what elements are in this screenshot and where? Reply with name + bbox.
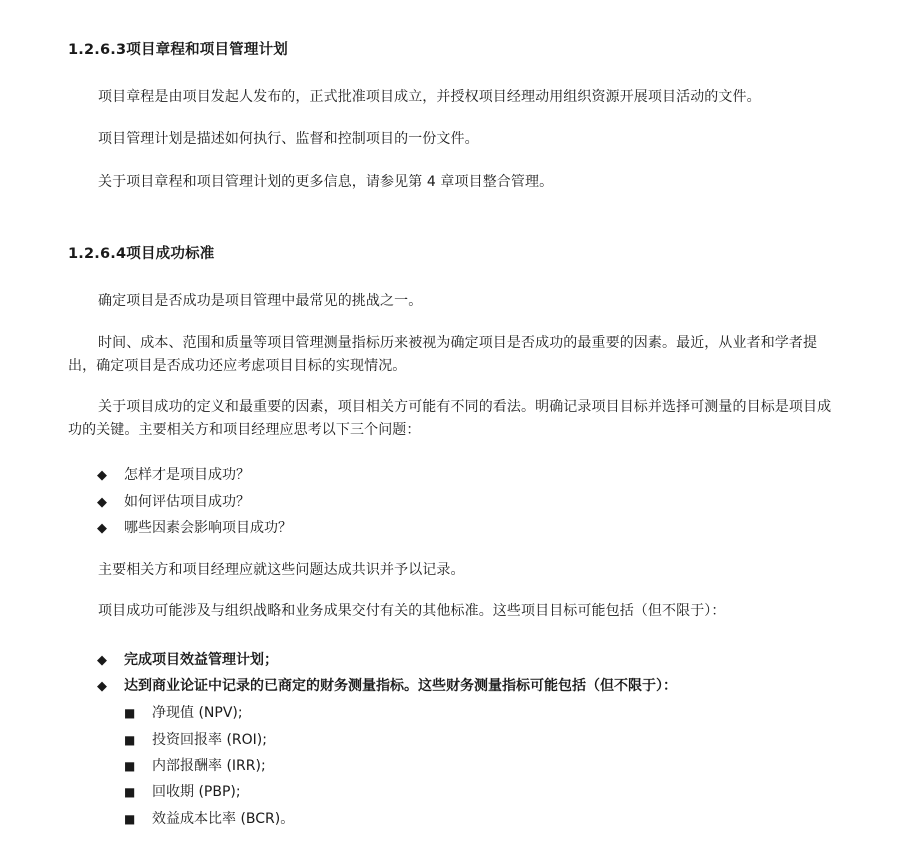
paragraph-plan-definition: 项目管理计划是描述如何执行、监督和控制项目的一份文件。 <box>98 131 479 147</box>
section-heading-project-charter: 1.2.6.3项目章程和项目管理计划 <box>68 42 288 58</box>
list-item <box>97 465 250 486</box>
list-item <box>97 650 278 671</box>
list-item <box>124 809 294 829</box>
list-item <box>124 703 243 723</box>
square-bullet-icon: ■ <box>124 733 136 747</box>
list-item <box>97 492 250 513</box>
paragraph-success-metrics: 时间、成本、范围和质量等项目管理测量指标历来被视为确定项目是否成功的最重要的因素。最近，从业者和学者提出，确定项目是否成功还应考虑项目目标的实现情况。 <box>68 335 818 374</box>
list-item <box>124 756 266 776</box>
question-text: 怎样才是项目成功？ <box>124 467 250 483</box>
paragraph-more-info: 关于项目章程和项目管理计划的更多信息，请参见第 4 章项目整合管理。 <box>98 174 554 190</box>
list-item <box>124 730 267 750</box>
paragraph-other-criteria: 项目成功可能涉及与组织战略和业务成果交付有关的其他标准。这些项目目标可能包括（但不限于）： <box>98 603 726 619</box>
criterion-text: 完成项目效益管理计划； <box>124 652 278 668</box>
list-item <box>124 782 241 802</box>
diamond-bullet-icon: ◆ <box>97 521 107 536</box>
square-bullet-icon: ■ <box>124 759 136 773</box>
metric-text: 回收期 (PBP); <box>152 784 241 800</box>
paragraph-consensus: 主要相关方和项目经理应就这些问题达成共识并予以记录。 <box>98 562 465 578</box>
square-bullet-icon: ■ <box>124 812 136 826</box>
square-bullet-icon: ■ <box>124 785 136 799</box>
criterion-text: 达到商业论证中记录的已商定的财务测量指标。这些财务测量指标可能包括（但不限于）： <box>124 678 677 694</box>
metric-text: 效益成本比率 (BCR)。 <box>152 811 295 827</box>
diamond-bullet-icon: ◆ <box>97 653 107 668</box>
section-heading-success-criteria: 1.2.6.4项目成功标准 <box>68 246 215 262</box>
paragraph-success-views: 关于项目成功的定义和最重要的因素，项目相关方可能有不同的看法。明确记录项目目标并选择可测量的目标是项目成功的关键。主要相关方和项目经理应思考以下三个问题： <box>68 399 832 438</box>
list-item <box>97 676 677 697</box>
square-bullet-icon: ■ <box>124 706 136 720</box>
diamond-bullet-icon: ◆ <box>97 495 107 510</box>
paragraph-success-challenge: 确定项目是否成功是项目管理中最常见的挑战之一。 <box>98 293 423 309</box>
question-text: 如何评估项目成功？ <box>124 494 250 510</box>
diamond-bullet-icon: ◆ <box>97 468 107 483</box>
paragraph-charter-definition: 项目章程是由项目发起人发布的，正式批准项目成立，并授权项目经理动用组织资源开展项目活动的文件。 <box>98 89 761 105</box>
metric-text: 净现值 (NPV); <box>152 705 243 721</box>
list-item <box>97 518 292 539</box>
metric-text: 内部报酬率 (IRR); <box>152 758 266 774</box>
diamond-bullet-icon: ◆ <box>97 679 107 694</box>
question-text: 哪些因素会影响项目成功？ <box>124 520 292 536</box>
metric-text: 投资回报率 (ROI); <box>152 732 267 748</box>
